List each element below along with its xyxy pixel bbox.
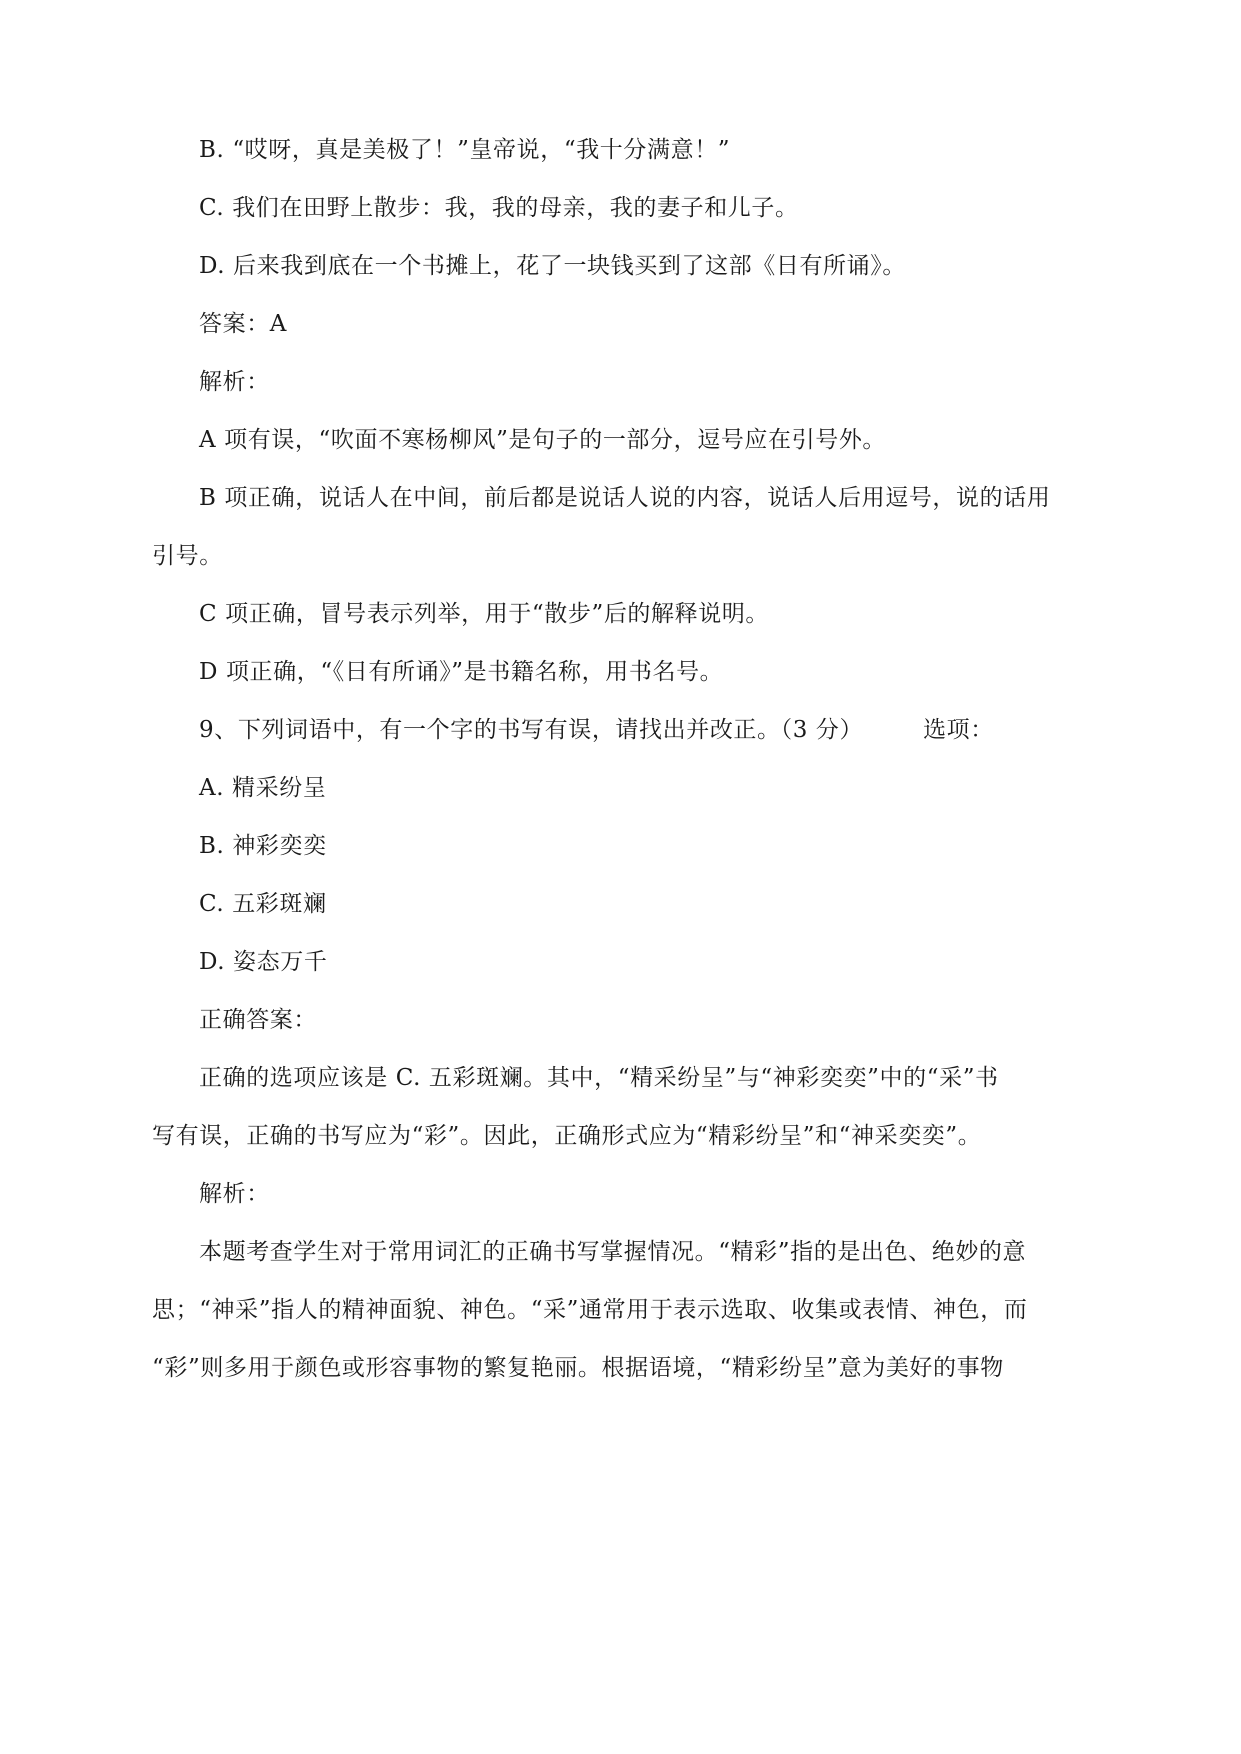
q8-answer: 答案：A <box>199 311 288 337</box>
q9-option-d: D. 姿态万千 <box>199 949 328 975</box>
q9-analysis-line1: 本题考查学生对于常用词汇的正确书写掌握情况。“精彩”指的是出色、绝妙的意 <box>199 1239 1027 1265</box>
q8-analysis-a: A 项有误，“吹面不寒杨柳风”是句子的一部分，逗号应在引号外。 <box>199 427 887 453</box>
q9-option-c: C. 五彩斑斓 <box>199 891 327 917</box>
q8-option-c: C. 我们在田野上散步：我，我的母亲，我的妻子和儿子。 <box>199 195 799 221</box>
q8-analysis-c: C 项正确，冒号表示列举，用于“散步”后的解释说明。 <box>199 601 770 627</box>
q8-analysis-b-line1: B 项正确，说话人在中间，前后都是说话人说的内容，说话人后用逗号，说的话用 <box>199 485 1051 511</box>
q8-analysis-label: 解析： <box>199 369 270 395</box>
q9-option-b: B. 神彩奕奕 <box>199 833 327 859</box>
q9-analysis-line3: “彩”则多用于颜色或形容事物的繁复艳丽。根据语境，“精彩纷呈”意为美好的事物 <box>152 1355 1004 1381</box>
q9-stem-line <box>199 715 1139 745</box>
q9-options-label: 选项： <box>923 717 994 743</box>
q9-analysis-label: 解析： <box>199 1181 270 1207</box>
q8-analysis-d: D 项正确，“《日有所诵》”是书籍名称，用书名号。 <box>199 659 724 685</box>
q9-correct-line1: 正确的选项应该是 C. 五彩斑斓。其中，“精采纷呈”与“神彩奕奕”中的“采”书 <box>199 1065 999 1091</box>
q9-analysis-line2: 思；“神采”指人的精神面貌、神色。“采”通常用于表示选取、收集或表情、神色，而 <box>152 1297 1028 1323</box>
q9-correct-line2: 写有误，正确的书写应为“彩”。因此，正确形式应为“精彩纷呈”和“神采奕奕”。 <box>152 1123 982 1149</box>
q8-option-b: B. “哎呀，真是美极了！”皇帝说，“我十分满意！” <box>199 137 731 163</box>
q8-option-d: D. 后来我到底在一个书摊上，花了一块钱买到了这部《日有所诵》。 <box>199 253 906 279</box>
q9-correct-label: 正确答案： <box>199 1007 317 1033</box>
q9-option-a: A. 精采纷呈 <box>199 775 327 801</box>
q9-stem: 9、下列词语中，有一个字的书写有误，请找出并改正。（3 分） <box>199 717 864 743</box>
q8-analysis-b-line2: 引号。 <box>152 543 223 569</box>
